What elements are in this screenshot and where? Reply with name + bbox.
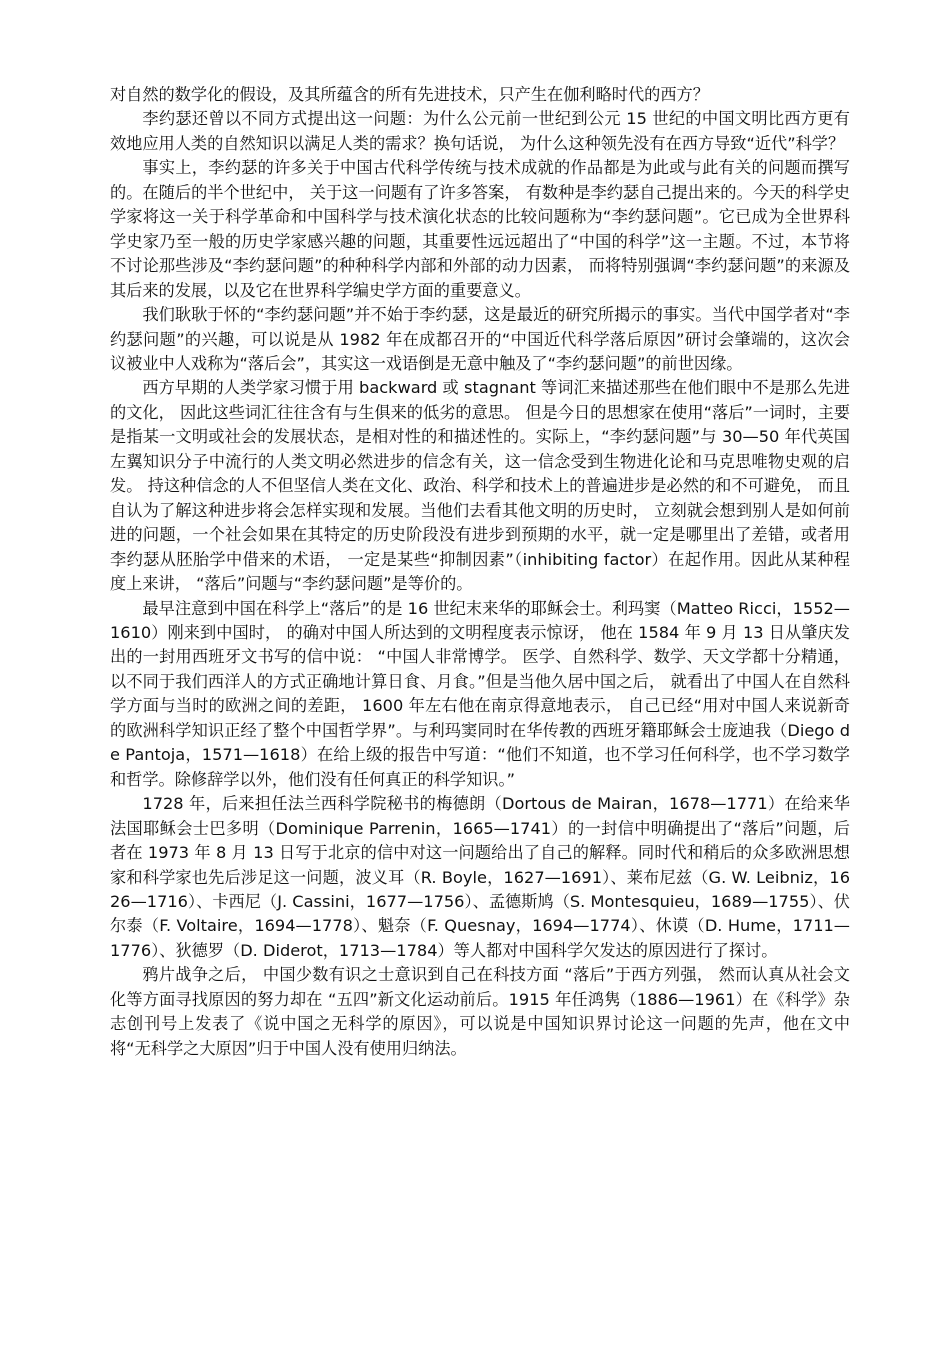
paragraph: 鸦片战争之后， 中国少数有识之士意识到自己在科技方面 “落后”于西方列强， 然而认真从社会文化等方面寻找原因的努力却在 “五四”新文化运动前后。1915 年任鸿隽（1886—1961）在《科学》杂志创刊号上发表了《说中国之无科学的原因》，可以说是中国知识界讨论这一问题的先声，他在文中将“无科学之大原因”归于中国人没有使用归纳法。 bbox=[110, 965, 850, 1058]
paragraph: 我们耿耿于怀的“李约瑟问题”并不始于李约瑟，这是最近的研究所揭示的事实。当代中国学者对“李约瑟问题”的兴趣，可以说是从 1982 年在成都召开的“中国近代科学落后原因”研讨会肇端的，这次会议被业中人戏称为“落后会”，其实这一戏语倒是无意中触及了“李约瑟问题”的前世因缘。 bbox=[110, 305, 850, 373]
body-text bbox=[110, 83, 850, 1061]
paragraph: 最早注意到中国在科学上“落后”的是 16 世纪末来华的耶稣会士。利玛窦（Matteo Ricci，1552—1610）刚来到中国时， 的确对中国人所达到的文明程度表示惊讶， 他在 1584 年 9 月 13 日从肇庆发出的一封用西班牙文书写的信中说： “中国人非常博学。 医学、自然科学、数学、天文学都十分精通，以不同于我们西洋人的方式正确地计算日食、月食。”但是当他久居中国之后， 就看出了中国人在自然科学方面与当时的欧洲之间的差距， 1600 年左右他在南京得意地表示， 自己已经“用对中国人来说新奇的欧洲科学知识正经了整个中国哲学界”。与利玛窦同时在华传教的西班牙籍耶稣会士庞迪我（Diego de Pantoja，1571—1618）在给上级的报告中写道：“他们不知道，也不学习任何科学，也不学习数学和哲学。除修辞学以外，他们没有任何真正的科学知识。” bbox=[110, 598, 850, 789]
paragraph: 1728 年，后来担任法兰西科学院秘书的梅德朗（Dortous de Mairan，1678—1771）在给来华法国耶稣会士巴多明（Dominique Parrenin，1665—1741）的一封信中明确提出了“落后”问题，后者在 1973 年 8 月 13 日写于北京的信中对这一问题给出了自己的解释。同时代和稍后的众多欧洲思想家和科学家也先后涉足这一问题，波义耳（R. Boyle，1627—1691）、莱布尼兹（G. W. Leibniz，1626—1716）、卡西尼（J. Cassini，1677—1756）、孟德斯鸠（S. Montesquieu，1689—1755）、伏尔泰（F. Voltaire，1694—1778）、魁奈（F. Quesnay，1694—1774）、休谟（D. Hume，1711—1776）、狄德罗（D. Diderot，1713—1784）等人都对中国科学欠发达的原因进行了探讨。 bbox=[110, 794, 850, 960]
paragraph: 对自然的数学化的假设，及其所蕴含的所有先进技术，只产生在伽利略时代的西方？ bbox=[110, 85, 709, 104]
paragraph: 事实上，李约瑟的许多关于中国古代科学传统与技术成就的作品都是为此或与此有关的问题而撰写的。在随后的半个世纪中， 关于这一问题有了许多答案， 有数种是李约瑟自己提出来的。今天的科学史学家将这一关于科学革命和中国科学与技术演化状态的比较问题称为“李约瑟问题”。它已成为全世界科学史家乃至一般的历史学家感兴趣的问题，其重要性远远超出了“中国的科学”这一主题。不过，本节将不讨论那些涉及“李约瑟问题”的种种科学内部和外部的动力因素， 而将特别强调“李约瑟问题”的来源及其后来的发展，以及它在世界科学编史学方面的重要意义。 bbox=[110, 158, 850, 300]
paragraph: 西方早期的人类学家习惯于用 backward 或 stagnant 等词汇来描述那些在他们眼中不是那么先进的文化， 因此这些词汇往往含有与生俱来的低劣的意思。 但是今日的思想家在使用“落后”一词时，主要是指某一文明或社会的发展状态，是相对性的和描述性的。实际上，“李约瑟问题”与 30—50 年代英国左翼知识分子中流行的人类文明必然进步的信念有关，这一信念受到生物进化论和马克思唯物史观的启发。 持这种信念的人不但坚信人类在文化、政治、科学和技术上的普遍进步是必然的和不可避免， 而且自认为了解这种进步将会怎样实现和发展。当他们去看其他文明的历史时， 立刻就会想到别人是如何前进的问题，一个社会如果在其特定的历史阶段没有进步到预期的水平，就一定是哪里出了差错，或者用李约瑟从胚胎学中借来的术语， 一定是某些“抑制因素”（inhibiting factor）在起作用。因此从某种程度上来讲， “落后”问题与“李约瑟问题”是等价的。 bbox=[110, 378, 850, 594]
paragraph: 李约瑟还曾以不同方式提出这一问题：为什么公元前一世纪到公元 15 世纪的中国文明比西方更有效地应用人类的自然知识以满足人类的需求？换句话说， 为什么这种领先没有在西方导致“近代”科学？ bbox=[110, 109, 850, 153]
